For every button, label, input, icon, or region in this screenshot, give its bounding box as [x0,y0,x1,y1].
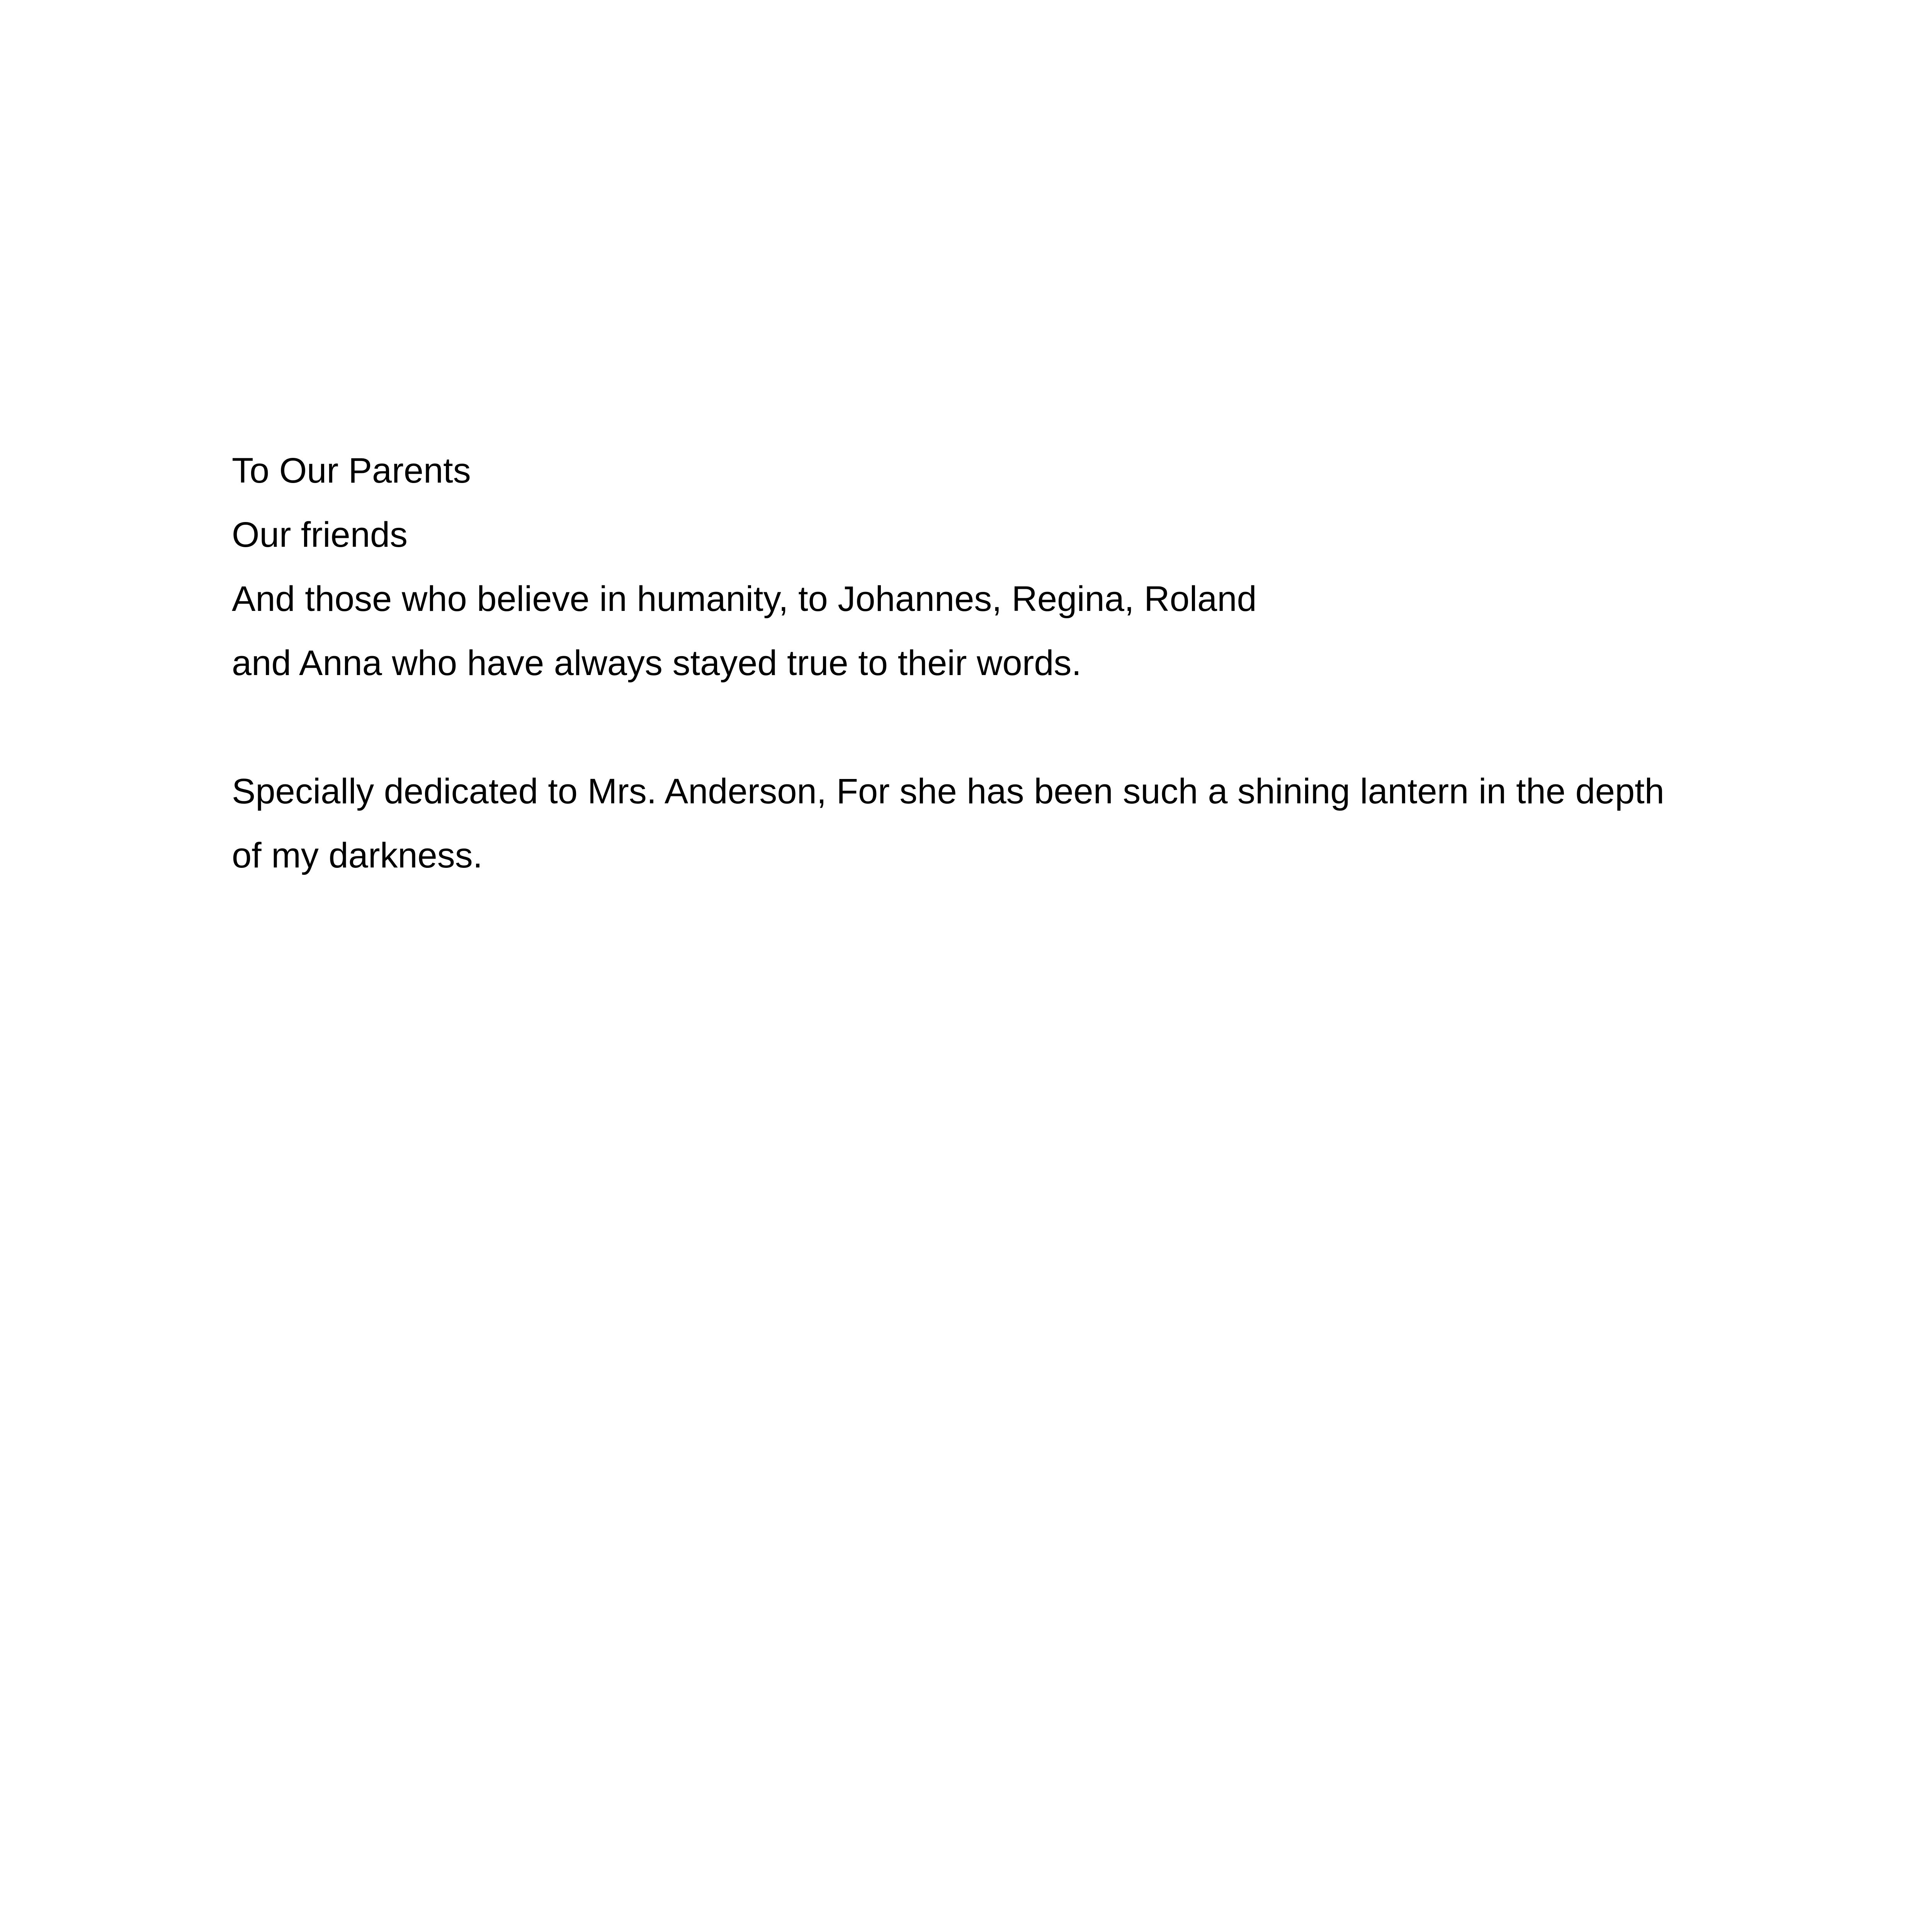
dedication-text [232,439,1719,888]
dedication-line-parents: To Our Parents [232,451,471,490]
special-dedication-line-2: of my darkness. [232,836,483,875]
special-dedication [232,759,1719,888]
dedication-line-friends: Our friends [232,515,408,554]
dedication-line-anna: and Anna who have always stayed true to their words. [232,643,1082,683]
dedication-line-humanity: And those who believe in humanity, to Johannes, Regina, Roland [232,579,1257,619]
special-dedication-line-1: Specially dedicated to Mrs. Anderson, For she has been such a shining lantern in the depth [232,772,1664,811]
